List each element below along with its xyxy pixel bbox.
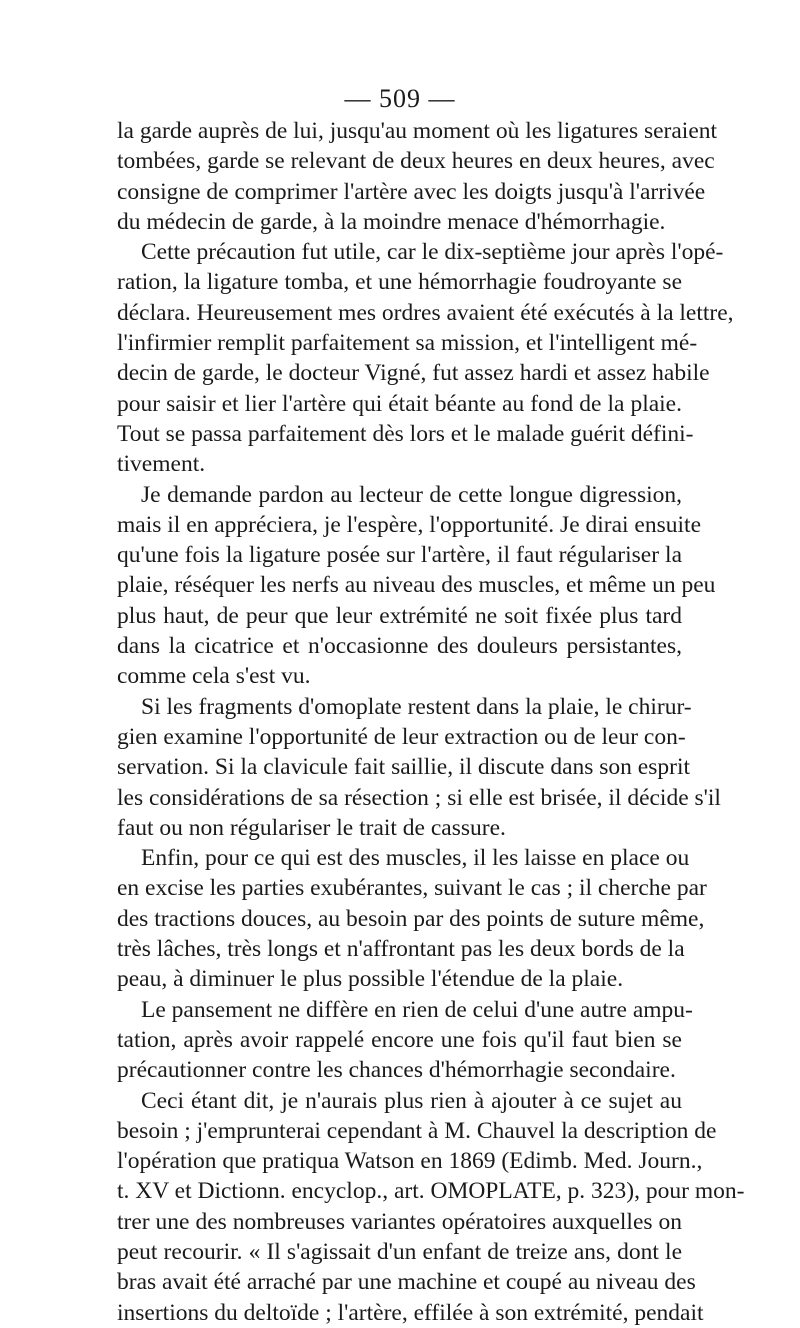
text-line: Cette précaution fut utile, car le dix-septième jour après l'opé- (141, 239, 724, 266)
text-line: trer une des nombreuses variantes opératoires auxquelles on (117, 1208, 682, 1235)
text-line: très lâches, très longs et n'affrontant pas les deux bords de la (117, 936, 685, 963)
text-line: mais il en appréciera, je l'espère, l'opportunité. Je dirai ensuite (117, 511, 702, 538)
text-line: l'infirmier remplit parfaitement sa mission, et l'intelligent mé- (117, 330, 698, 357)
text-line: des tractions douces, au besoin par des points de suture même, (117, 905, 705, 932)
text-line: comme cela s'est vu. (117, 663, 311, 690)
text-line: déclara. Heureusement mes ordres avaient été exécutés à la lettre, (117, 299, 734, 326)
text-line: en excise les parties exubérantes, suivant le cas ; il cherche par (117, 875, 707, 902)
text-line: besoin ; j'emprunterai cependant à M. Chauvel la description de (117, 1117, 717, 1144)
text-line: consigne de comprimer l'artère avec les doigts jusqu'à l'arrivée (117, 178, 706, 205)
text-line: plaie, réséquer les nerfs au niveau des muscles, et même un peu (117, 572, 716, 599)
text-line: pour saisir et lier l'artère qui était béante au fond de la plaie. (117, 390, 682, 417)
text-line: tombées, garde se relevant de deux heures en deux heures, avec (117, 148, 715, 175)
text-line: servation. Si la clavicule fait saillie, il discute dans son esprit (117, 754, 690, 781)
text-line: dans la cicatrice et n'occasionne des douleurs persistantes, (117, 633, 682, 660)
text-line: Si les fragments d'omoplate restent dans la plaie, le chirur- (141, 693, 692, 720)
text-line: plus haut, de peur que leur extrémité ne soit fixée plus tard (117, 602, 682, 629)
text-line: t. XV et Dictionn. encyclop., art. OMOPLATE, p. 323), pour mon- (117, 1178, 745, 1205)
text-line: Ceci étant dit, je n'aurais plus rien à ajouter à ce sujet au (141, 1087, 682, 1114)
text-line: peut recourir. « Il s'agissait d'un enfant de treize ans, dont le (117, 1238, 682, 1265)
text-line: l'opération que pratiqua Watson en 1869 (Edimb. Med. Journ., (117, 1148, 703, 1175)
text-line: insertions du deltoïde ; l'artère, effilée à son extrémité, pendait (117, 1299, 704, 1326)
text-line: tivement. (117, 451, 206, 478)
body-text (117, 116, 745, 1328)
text-line: tation, après avoir rappelé encore une fois qu'il faut bien se (117, 1026, 682, 1053)
text-line: faut ou non régulariser le trait de cassure. (117, 814, 506, 841)
text-line: du médecin de garde, à la moindre menace d'hémorrhagie. (117, 208, 666, 235)
text-line: bras avait été arraché par une machine et coupé au niveau des (117, 1269, 696, 1296)
text-line: gien examine l'opportunité de leur extraction ou de leur con- (117, 723, 686, 750)
text-line: peau, à diminuer le plus possible l'étendue de la plaie. (117, 966, 624, 993)
text-line: qu'une fois la ligature posée sur l'artère, il faut régulariser la (117, 542, 682, 569)
text-line: decin de garde, le docteur Vigné, fut assez hardi et assez habile (117, 360, 710, 387)
text-line: ration, la ligature tomba, et une hémorrhagie foudroyante se (117, 269, 682, 296)
text-line: précautionner contre les chances d'hémorrhagie secondaire. (117, 1057, 676, 1084)
text-line: les considérations de sa résection ; si elle est brisée, il décide s'il (117, 784, 721, 811)
text-line: Enfin, pour ce qui est des muscles, il les laisse en place ou (141, 845, 690, 872)
text-line: Le pansement ne diffère en rien de celui d'une autre ampu- (141, 996, 693, 1023)
text-line: Je demande pardon au lecteur de cette longue digression, (141, 481, 682, 508)
text-line: la garde auprès de lui, jusqu'au moment où les ligatures seraient (117, 118, 718, 144)
text-line: Tout se passa parfaitement dès lors et le malade guérit défini- (117, 420, 694, 447)
page-number: — 509 — (344, 84, 456, 113)
